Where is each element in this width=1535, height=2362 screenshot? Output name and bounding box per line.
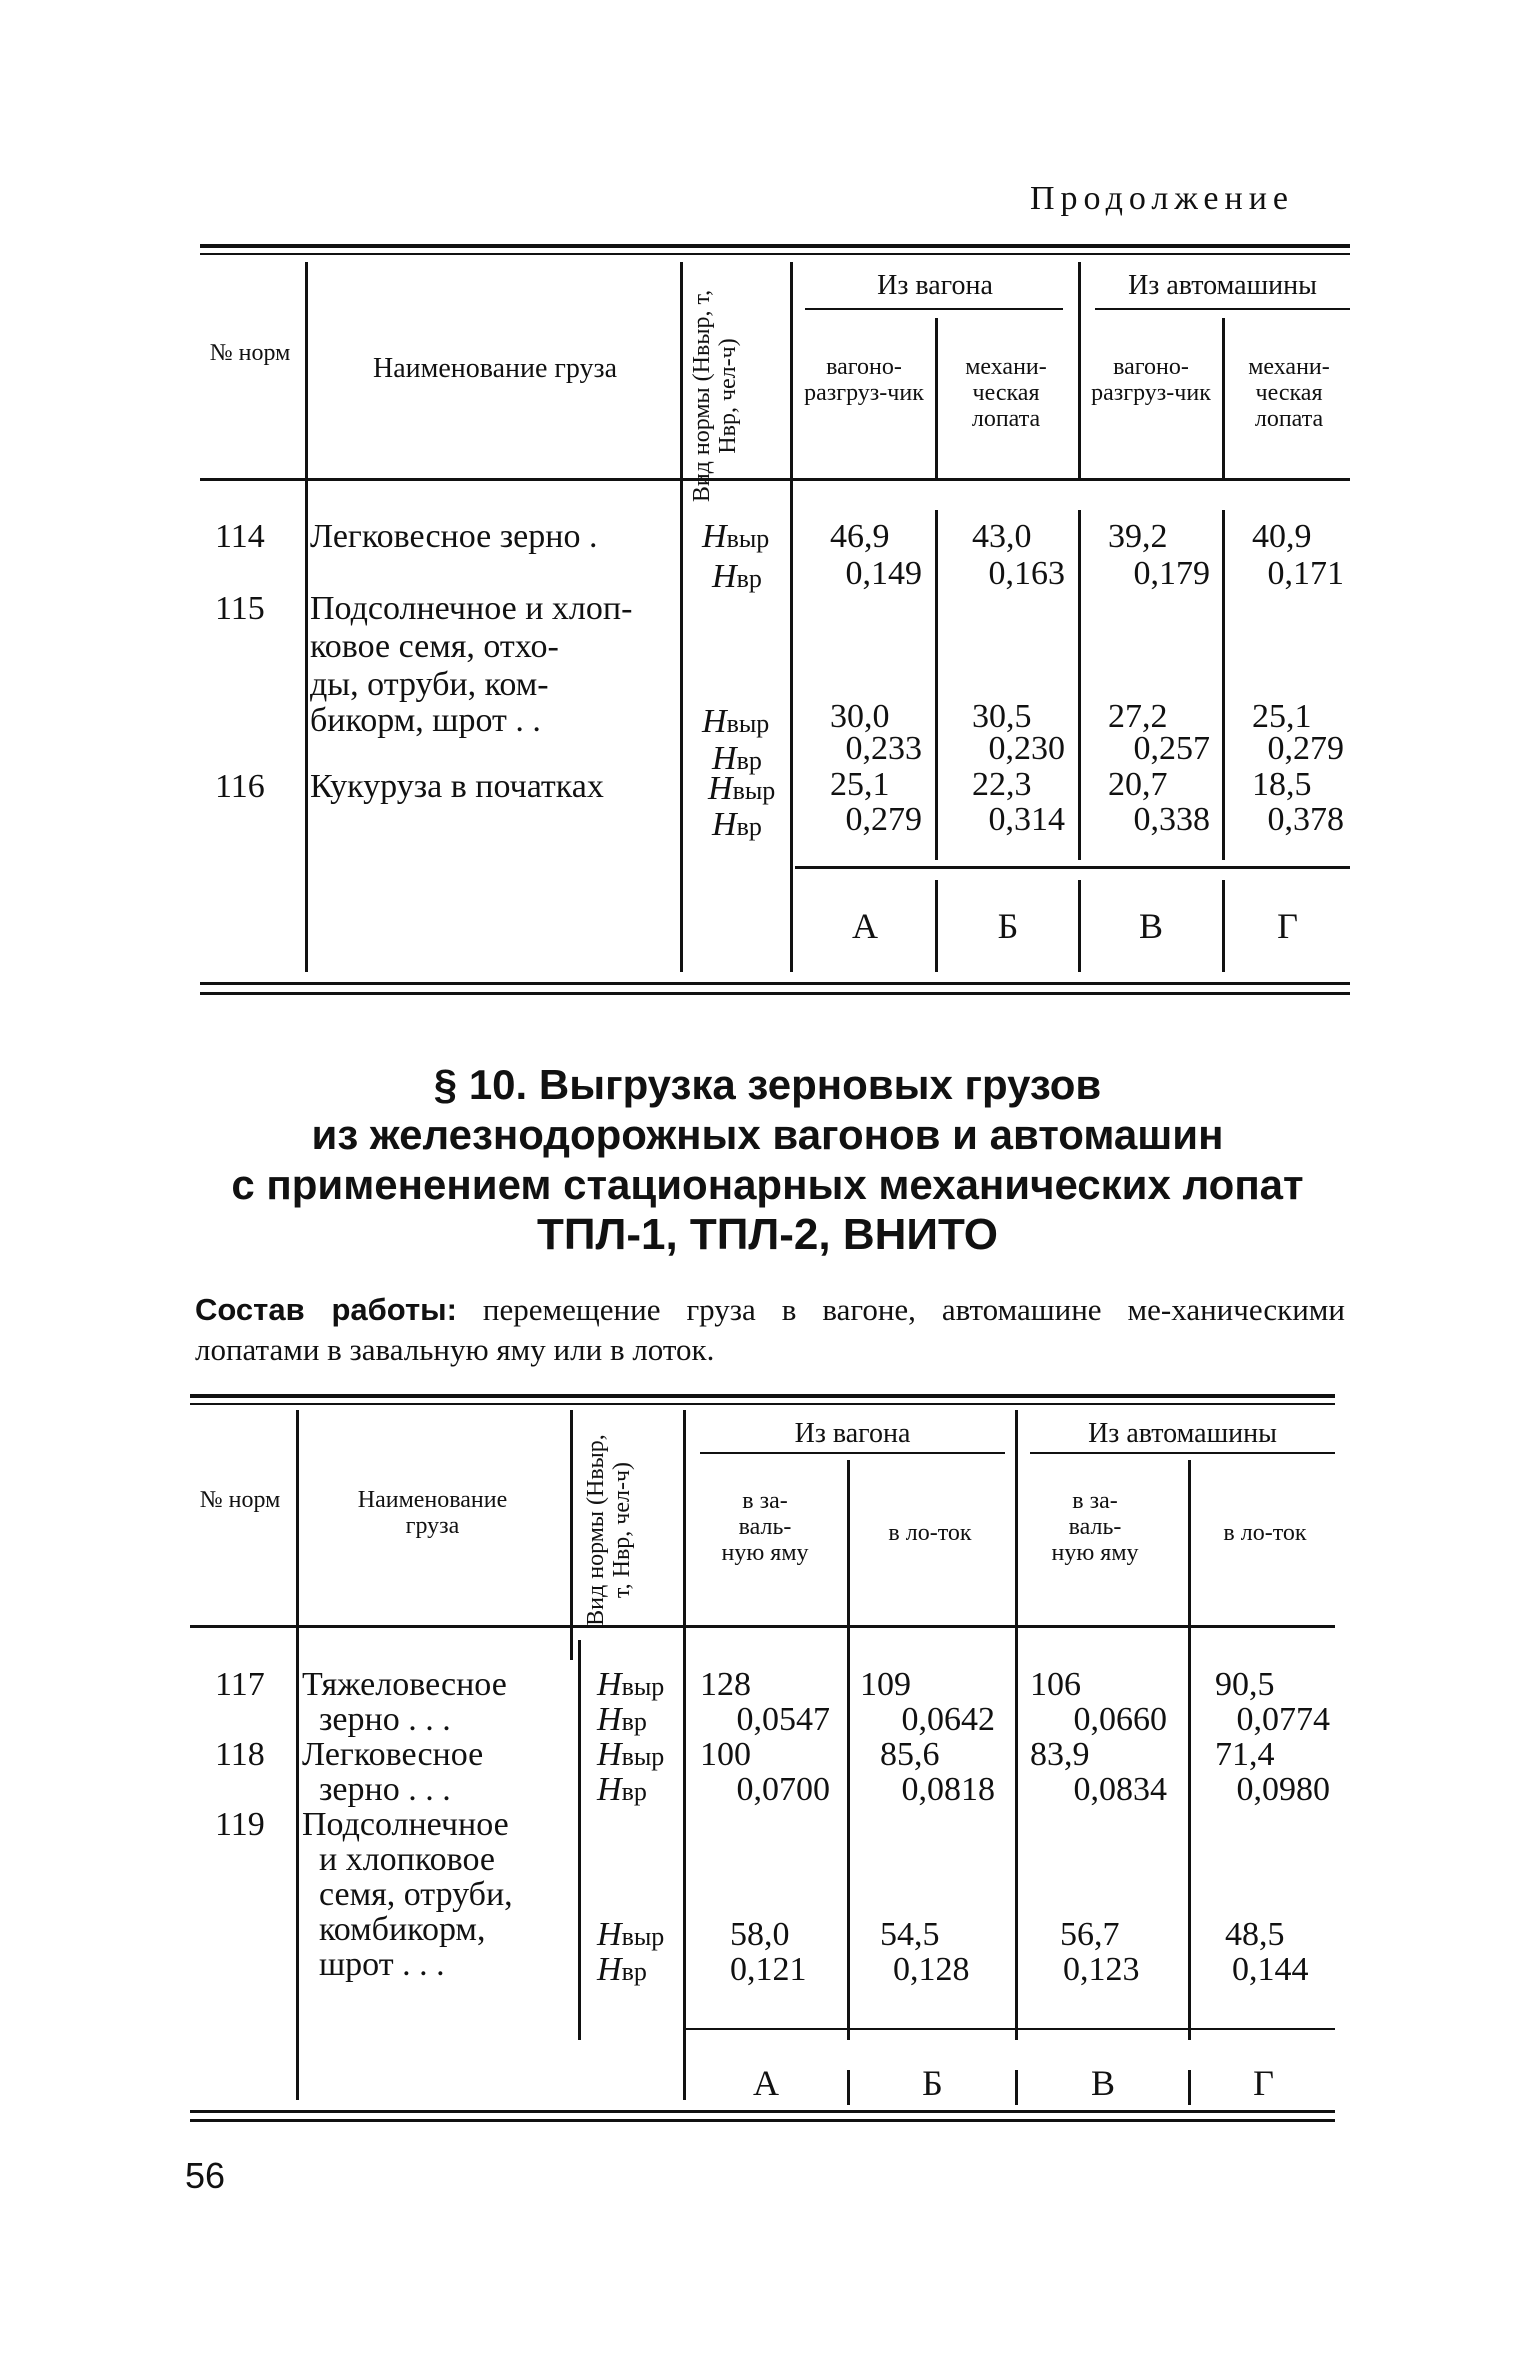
table2-cargo-name: семя, отруби, <box>302 1876 513 1913</box>
table2-header-norm-type: Вид нормы (Нвыр, т, Нвр, чел-ч) <box>583 1434 635 1626</box>
table1-cell: 0,257 <box>1133 730 1210 767</box>
table1-cell: 25,1 <box>1252 698 1312 735</box>
table2-kind: Hвр <box>597 1701 647 1738</box>
table1-cargo-name: бикорм, шрот . . <box>310 702 541 739</box>
table1-vline <box>680 262 683 972</box>
table2-top-rule-2 <box>190 1403 1335 1405</box>
table2-vline <box>847 1460 850 1660</box>
table2-header-to-pit: в за-валь-ную яму <box>721 1488 809 1566</box>
table1-cargo-name: ды, отруби, ком- <box>310 666 549 703</box>
table2-cell: 0,144 <box>1232 1951 1309 1988</box>
section-title-line: с применением стационарных механических лопат <box>231 1161 1304 1208</box>
table1-vline <box>1222 318 1225 478</box>
table1-column-letter: А <box>852 906 878 946</box>
table2-vline <box>1015 1410 1018 2040</box>
table2-cell: 109 <box>860 1666 911 1703</box>
table1-header-mech-shovel: механи-ческая лопата <box>965 354 1047 432</box>
table2-cell: 83,9 <box>1030 1736 1090 1773</box>
table1-kind: Hвыр <box>708 770 776 807</box>
table2-cargo-name: шрот . . . <box>302 1946 445 1983</box>
table1-vline <box>1078 262 1081 478</box>
table2-kind: Hвыр <box>597 1736 665 1773</box>
table2-cargo-name: Тяжеловесное <box>302 1666 507 1703</box>
table1-cell: 39,2 <box>1108 518 1168 555</box>
table2-column-letter: Б <box>922 2063 943 2103</box>
table1-vline <box>305 262 308 972</box>
table1-row-no: 114 <box>215 518 265 555</box>
table2-header-norm-no: № норм <box>199 1487 281 1513</box>
table2-cargo-name: комбикорм, <box>302 1911 486 1948</box>
table2-cell: 0,0980 <box>1236 1771 1330 1808</box>
table2-cell: 0,0700 <box>736 1771 830 1808</box>
table2-cell: 0,0774 <box>1236 1701 1330 1738</box>
table1-header-wagon-unloader: вагоно-разгруз-чик <box>804 354 924 406</box>
table1-cargo-name: ковое семя, отхо- <box>310 628 559 665</box>
continuation-label: Продолжение <box>1030 180 1295 217</box>
table1-cell: 25,1 <box>830 766 890 803</box>
table2-cell: 0,123 <box>1063 1951 1140 1988</box>
table1-bottom-rule <box>200 982 1350 985</box>
table2-header-cargo-name: Наименование груза <box>357 1487 508 1539</box>
table2-letters-rule <box>683 2028 1335 2030</box>
table1-column-letter: Б <box>997 906 1019 946</box>
table1-kind: Hвр <box>712 740 762 777</box>
table1-wagon-rule <box>805 308 1063 310</box>
table1-header-norm-type: Вид нормы (Нвыр, т, Нвр, чел-ч) <box>689 289 741 503</box>
table2-cell: 0,0818 <box>901 1771 995 1808</box>
table1-header-wagon-unloader: вагоно-разгруз-чик <box>1091 354 1211 406</box>
table2-cell: 106 <box>1030 1666 1081 1703</box>
table2-vline <box>847 1640 850 2040</box>
table1-header-from-truck: Из автомашины <box>1128 270 1317 301</box>
table1-vline <box>1222 510 1225 860</box>
table2-column-letter: Г <box>1253 2063 1274 2103</box>
table1-kind: Hвыр <box>702 518 770 555</box>
table2-wagon-rule <box>700 1452 1005 1454</box>
table2-vline <box>578 1640 581 2040</box>
table2-header-to-pit: в за-валь-ную яму <box>1051 1488 1139 1566</box>
table2-header-to-chute: в ло-ток <box>888 1520 972 1546</box>
table1-cell: 30,5 <box>972 698 1032 735</box>
table1-header-norm-no: № норм <box>209 340 291 366</box>
table1-cell: 0,314 <box>988 801 1065 838</box>
table2-cargo-name: Легковесное <box>302 1736 484 1773</box>
table2-top-rule <box>190 1394 1335 1398</box>
table2-cell: 0,121 <box>730 1951 807 1988</box>
table2-vline <box>296 1410 299 2100</box>
table2-vline <box>683 1410 686 2100</box>
section-title-line: § 10. Выгрузка зерновых грузов <box>433 1061 1102 1108</box>
table1-cell: 0,279 <box>845 801 922 838</box>
table2-row-no: 118 <box>215 1736 265 1773</box>
table1-cell: 30,0 <box>830 698 890 735</box>
table2-row-no: 119 <box>215 1806 265 1843</box>
table1-vline <box>790 262 793 972</box>
table2-cell: 0,0642 <box>901 1701 995 1738</box>
page-number: 56 <box>185 2155 226 2196</box>
work-composition-label: Состав работы: <box>195 1292 457 1327</box>
table2-kind: Hвр <box>597 1771 647 1808</box>
table1-cargo-name: Кукуруза в початках <box>310 768 604 805</box>
table2-vline <box>1188 1460 1191 2040</box>
table2-cell: 71,4 <box>1215 1736 1275 1773</box>
table1-cell: 0,163 <box>988 555 1065 592</box>
table2-cell: 56,7 <box>1060 1916 1120 1953</box>
table1-cell: 0,230 <box>988 730 1065 767</box>
table2-header-from-truck: Из автомашины <box>1088 1418 1277 1449</box>
table2-cargo-name: зерно . . . <box>302 1701 451 1738</box>
table2-cell: 100 <box>700 1736 751 1773</box>
table2-kind: Hвр <box>597 1951 647 1988</box>
table1-vline <box>1078 510 1081 860</box>
work-composition <box>195 1290 1345 1370</box>
table2-column-letter: В <box>1090 2063 1115 2103</box>
table2-cargo-name: зерно . . . <box>302 1771 451 1808</box>
table2-header-rule <box>190 1625 1335 1628</box>
section-title-line: из железнодорожных вагонов и автомашин <box>311 1111 1224 1158</box>
table1-cell: 0,149 <box>845 555 922 592</box>
table2-cell: 128 <box>700 1666 751 1703</box>
table1-top-rule <box>200 244 1350 248</box>
table1-header-cargo-name: Наименование груза <box>372 353 618 384</box>
table2-cell: 54,5 <box>880 1916 940 1953</box>
table2-cell: 58,0 <box>730 1916 790 1953</box>
table1-header-mech-shovel: механи-ческая лопата <box>1248 354 1330 432</box>
table1-cell: 0,279 <box>1267 730 1344 767</box>
table1-cell: 20,7 <box>1108 766 1168 803</box>
table1-cell: 0,338 <box>1133 801 1210 838</box>
table1-row-no: 115 <box>215 590 265 627</box>
table2-cargo-name: и хлопковое <box>302 1841 495 1878</box>
table1-bottom-rule-2 <box>200 992 1350 995</box>
table2-vline <box>570 1410 573 1660</box>
table2-column-letter: А <box>753 2063 779 2103</box>
table2-kind: Hвыр <box>597 1666 665 1703</box>
table1-cell: 0,171 <box>1267 555 1344 592</box>
table1-column-letter: В <box>1138 906 1163 946</box>
table2-cell: 48,5 <box>1225 1916 1285 1953</box>
table1-kind: Hвыр <box>702 703 770 740</box>
table1-column-letter: Г <box>1277 906 1298 946</box>
table2-cell: 0,0660 <box>1073 1701 1167 1738</box>
table1-cell: 27,2 <box>1108 698 1168 735</box>
table1-row-no: 116 <box>215 768 265 805</box>
table2-cell: 0,0547 <box>736 1701 830 1738</box>
table1-cell: 40,9 <box>1252 518 1312 555</box>
table1-header-from-wagon: Из вагона <box>877 270 993 301</box>
table2-cell: 90,5 <box>1215 1666 1275 1703</box>
table1-cell: 43,0 <box>972 518 1032 555</box>
table1-cell: 22,3 <box>972 766 1032 803</box>
table2-cargo-name: Подсолнечное <box>302 1806 509 1843</box>
table1-kind: Hвр <box>712 806 762 843</box>
table2-row-no: 117 <box>215 1666 265 1703</box>
table1-vline <box>935 510 938 860</box>
section-title-line: ТПЛ-1, ТПЛ-2, ВНИТО <box>536 1210 999 1259</box>
table1-vline <box>935 318 938 478</box>
table2-truck-rule <box>1030 1452 1335 1454</box>
table2-header-from-wagon: Из вагона <box>794 1418 911 1449</box>
work-composition-text: перемещение груза в вагоне, автомашине ме-ханическими лопатами в завальную яму или в лоток. <box>195 1292 1345 1367</box>
table1-cargo-name: Подсолнечное и хлоп- <box>310 590 633 627</box>
table1-cell: 0,378 <box>1267 801 1344 838</box>
table2-cell: 0,128 <box>893 1951 970 1988</box>
table2-bottom-rule-2 <box>190 2119 1335 2122</box>
table1-cargo-name: Легковесное зерно . <box>310 518 598 555</box>
table1-cell: 18,5 <box>1252 766 1312 803</box>
table1-top-rule-2 <box>200 253 1350 255</box>
table2-header-to-chute: в ло-ток <box>1223 1520 1307 1546</box>
table1-truck-rule <box>1095 308 1350 310</box>
table2-cell: 0,0834 <box>1073 1771 1167 1808</box>
table1-letters-rule <box>795 866 1350 869</box>
table1-cell: 0,179 <box>1133 555 1210 592</box>
table2-bottom-rule <box>190 2110 1335 2113</box>
table1-cell: 46,9 <box>830 518 890 555</box>
table1-cell: 0,233 <box>845 730 922 767</box>
table2-kind: Hвыр <box>597 1916 665 1953</box>
table1-kind: Hвр <box>712 558 762 595</box>
table2-cell: 85,6 <box>880 1736 940 1773</box>
